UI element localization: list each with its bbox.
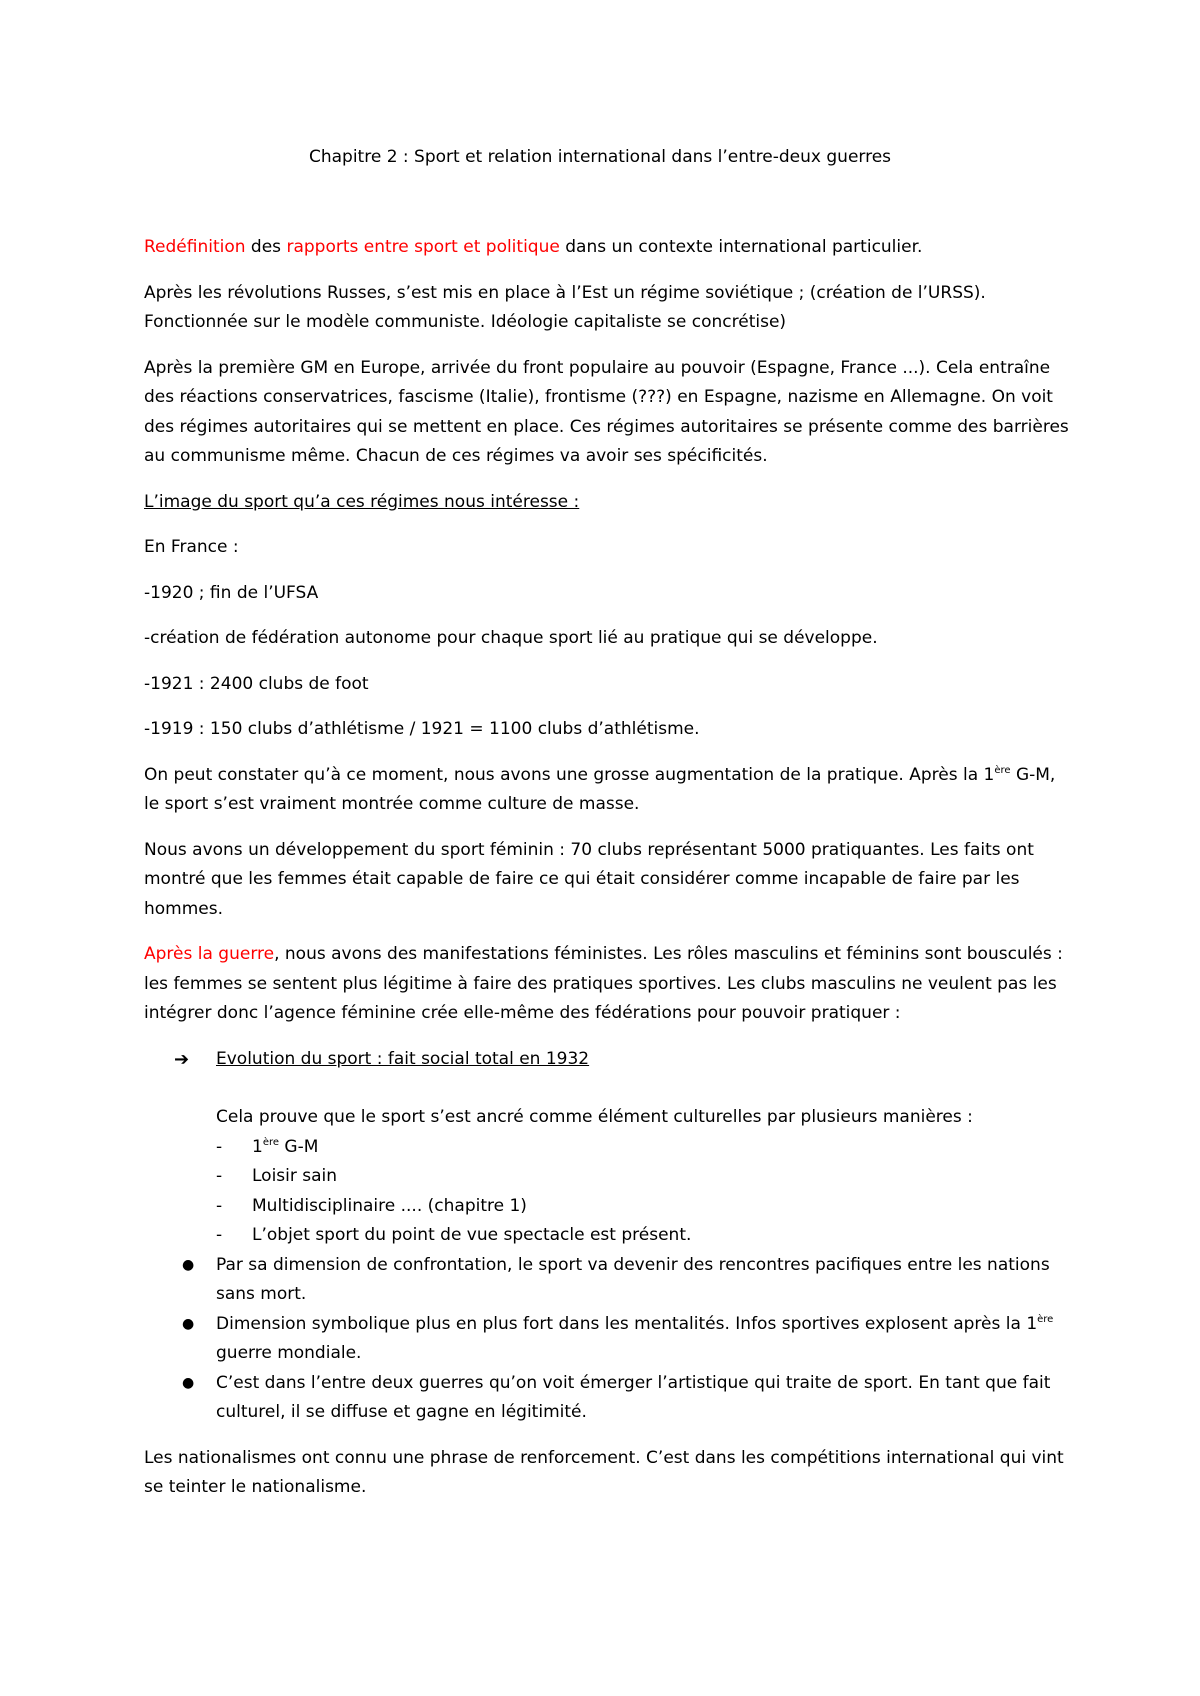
list-item xyxy=(144,1251,1074,1310)
paragraph-revolutions: Après les révolutions Russes, s’est mis en place à l’Est un régime soviétique ; (création de l’URSS). Fonctionnée sur le modèle communiste. Idéologie capitaliste se concrétise) xyxy=(144,282,986,332)
arrow-heading-row xyxy=(174,1045,1074,1075)
text-fragment: guerre mondiale. xyxy=(216,1343,362,1363)
paragraph-sport-feminin: Nous avons un développement du sport féminin : 70 clubs représentant 5000 pratiquantes. Les faits ont montré que les femmes était capable de faire ce qui était considérer comme incapable de faire par les hommes. xyxy=(144,839,1034,919)
paragraph-augmentation xyxy=(144,761,1074,820)
arrow-intro: Cela prouve que le sport s’est ancré comme élément culturelles par plusieurs manières : xyxy=(216,1107,973,1127)
superscript: ère xyxy=(994,764,1011,776)
section-heading-image-sport: L’image du sport qu’a ces régimes nous intéresse : xyxy=(144,491,580,512)
dash-icon: - xyxy=(216,1136,223,1157)
bullet-icon: ● xyxy=(182,1256,195,1273)
list-item xyxy=(144,1369,1074,1428)
highlight-rapports: rapports entre sport et politique xyxy=(286,237,560,257)
text-fragment: Dimension symbolique plus en plus fort dans les mentalités. Infos sportives explosent après la 1 xyxy=(216,1313,1038,1334)
bullet-list xyxy=(144,1251,1074,1428)
paragraph-redefinition xyxy=(144,233,1074,263)
fact-athletisme: -1919 : 150 clubs d’athlétisme / 1921 = 1100 clubs d’athlétisme. xyxy=(144,719,700,739)
list-item xyxy=(216,1133,1074,1163)
bullet-icon: ● xyxy=(182,1374,195,1391)
paragraph-en-france: En France : xyxy=(144,537,239,557)
text-fragment: des xyxy=(245,237,287,257)
list-item xyxy=(216,1162,1074,1192)
highlight-apres-guerre: Après la guerre xyxy=(144,944,275,964)
arrow-section xyxy=(144,1045,1074,1251)
paragraph-nationalismes: Les nationalismes ont connu une phrase de renforcement. C’est dans les compétitions international qui vint se teinter le nationalisme. xyxy=(144,1447,1064,1497)
arrow-heading: Evolution du sport : fait social total en 1932 xyxy=(216,1048,590,1069)
fact-1920: -1920 ; fin de l’UFSA xyxy=(144,582,319,603)
list-item xyxy=(216,1192,1074,1222)
fact-1921-foot: -1921 : 2400 clubs de foot xyxy=(144,673,369,694)
superscript: ère xyxy=(1037,1313,1054,1325)
highlight-redefinition: Redéfinition xyxy=(144,237,246,257)
bullet-icon: ● xyxy=(182,1315,195,1332)
text-fragment: G-M, le sport s’est vraiment montrée comme culture de masse. xyxy=(144,764,1056,814)
text-fragment: 1 xyxy=(252,1136,263,1157)
text-fragment: Par sa dimension de confrontation, le sport va devenir des rencontres pacifiques entre les nations sans mort. xyxy=(216,1254,1050,1304)
right-arrow-icon: ➔ xyxy=(174,1048,190,1070)
paragraph-premiere-gm: Après la première GM en Europe, arrivée du front populaire au pouvoir (Espagne, France ...). Cela entraîne des réactions conservatrices, fascisme (Italie), frontisme (???) en Espagne, nazisme en Allemagne. On voit des régimes autoritaires qui se mettent en place. Ces régimes autoritaires se présente comme des barrières au communisme même. Chacun de ces régimes va avoir ses spécificités. xyxy=(144,357,1069,466)
dash-icon: - xyxy=(216,1195,223,1216)
text-fragment: C’est dans l’entre deux guerres qu’on voit émerger l’artistique qui traite de sport. En tant que fait culturel, il se diffuse et gagne en légitimité. xyxy=(216,1372,1051,1422)
fact-federations: -création de fédération autonome pour chaque sport lié au pratique qui se développe. xyxy=(144,628,878,648)
paragraph-apres-guerre xyxy=(144,940,1074,1029)
superscript: ère xyxy=(262,1136,280,1148)
text-fragment: On peut constater qu’à ce moment, nous avons une grosse augmentation de la pratique. Après la 1 xyxy=(144,764,995,785)
document-body xyxy=(144,233,1074,1519)
text-fragment: Loisir sain xyxy=(252,1166,338,1186)
text-fragment: , nous avons des manifestations féministes. Les rôles masculins et féminins sont bousculés : les femmes se sentent plus légitime à faire des pratiques sportives. Les clubs masculins ne veulent pas les intégrer donc l’agence féminine crée elle-même des fédérations pour pouvoir pratiquer : xyxy=(144,944,1063,1023)
dash-list xyxy=(216,1133,1074,1251)
list-item xyxy=(144,1310,1074,1369)
list-item xyxy=(216,1221,1074,1251)
page-title: Chapitre 2 : Sport et relation international dans l’entre-deux guerres xyxy=(308,147,892,167)
dash-icon: - xyxy=(216,1166,223,1186)
text-fragment: dans un contexte international particulier. xyxy=(559,237,923,257)
text-fragment: G-M xyxy=(279,1136,319,1157)
text-fragment: L’objet sport du point de vue spectacle est présent. xyxy=(252,1225,692,1245)
dash-icon: - xyxy=(216,1225,223,1245)
text-fragment: Multidisciplinaire .... (chapitre 1) xyxy=(252,1195,527,1216)
